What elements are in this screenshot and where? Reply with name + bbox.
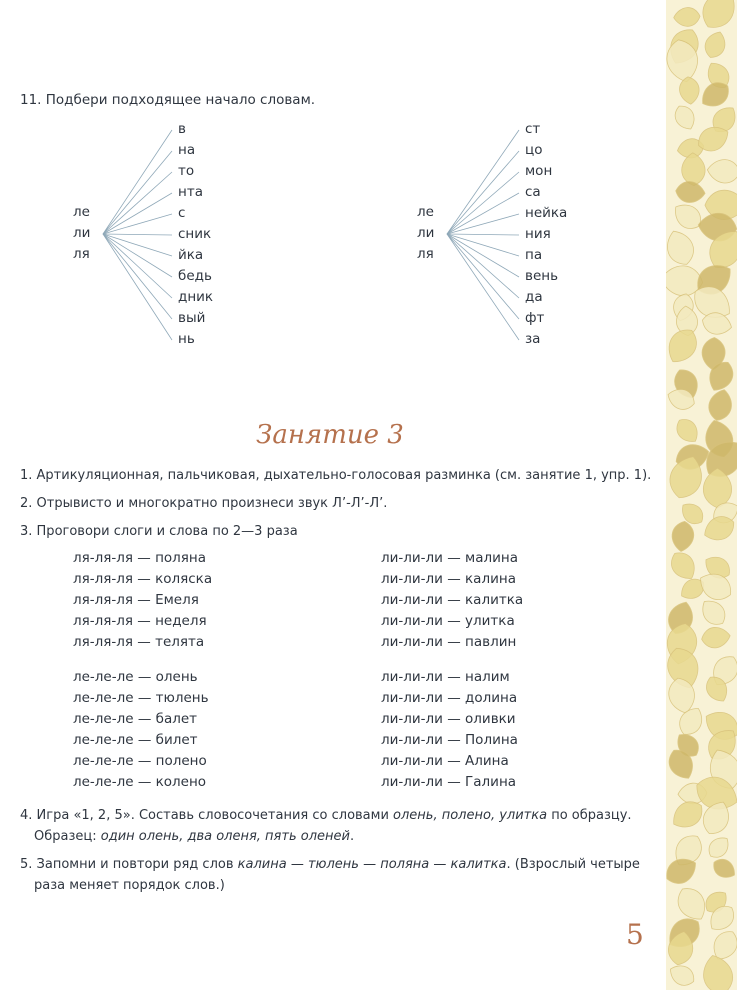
connector-line — [103, 151, 172, 234]
connector-line — [447, 214, 519, 234]
pair-line: ли-ли-ли — долина — [381, 690, 518, 706]
word-ending: нта — [178, 184, 203, 200]
lesson-item-5 — [20, 857, 640, 873]
sample-text: один олень, два оленя, пять оленей — [100, 829, 350, 844]
pair-line: ля-ля-ля — Емеля — [73, 592, 199, 608]
left-endings — [178, 119, 213, 350]
pair-line: ли-ли-ли — оливки — [381, 711, 516, 727]
connector-line — [103, 234, 172, 340]
pair-line: ли-ли-ли — малина — [381, 550, 518, 566]
word-ending: вый — [178, 310, 206, 326]
word-ending: да — [525, 289, 543, 305]
pair-line: ле-ле-ле — колено — [73, 774, 207, 790]
pair-line: ли-ли-ли — Галина — [381, 774, 517, 790]
connector-line — [103, 130, 172, 234]
connector-line — [103, 234, 172, 319]
word-ending: йка — [178, 247, 204, 263]
word-ending: сник — [178, 226, 212, 242]
pair-line: ле-ле-ле — билет — [73, 732, 198, 748]
connector-line — [103, 234, 172, 235]
pair-line: ле-ле-ле — тюлень — [73, 690, 209, 706]
right-starts — [417, 202, 434, 265]
pair-line: ле-ле-ле — олень — [73, 669, 198, 685]
pairs-list-li-b — [381, 667, 518, 793]
start-syllable: ле — [417, 204, 434, 220]
pairs-list-lya — [73, 548, 212, 653]
lesson-item-4-sample — [34, 829, 354, 845]
lesson-item-5-line2: раза меняет порядок слов.) — [34, 878, 225, 893]
connector-line — [447, 130, 519, 234]
item-5-tail: . (Взрослый четыре — [506, 857, 640, 872]
word-ending: бедь — [178, 268, 212, 284]
connector-line — [447, 234, 519, 319]
lesson-item-3: 3. Проговори слоги и слова по 2—3 раза — [20, 524, 298, 539]
pair-line: ля-ля-ля — поляна — [73, 550, 207, 566]
start-syllable: ля — [417, 246, 434, 262]
word-ending: ст — [525, 121, 541, 137]
item-4-lead: 4. Игра «1, 2, 5». Составь словосочетания со словами — [20, 808, 394, 823]
lesson-item-1: 1. Артикуляционная, пальчиковая, дыхательно-голосовая разминка (см. занятие 1, упр. 1). — [20, 468, 652, 483]
connector-line — [447, 193, 519, 234]
start-syllable: ли — [417, 225, 435, 241]
pairs-list-li-a — [381, 548, 523, 653]
word-ending: са — [525, 184, 541, 200]
pair-line: ли-ли-ли — калина — [381, 571, 516, 587]
word-ending: вень — [525, 268, 559, 284]
pairs-list-le — [73, 667, 209, 793]
pair-line: ля-ля-ля — неделя — [73, 613, 207, 629]
word-ending: в — [178, 121, 186, 137]
word-ending: то — [178, 163, 195, 179]
pair-line: ля-ля-ля — телята — [73, 634, 205, 650]
word-ending: фт — [525, 310, 545, 326]
sample-end: . — [349, 829, 355, 844]
pair-line: ли-ли-ли — калитка — [381, 592, 524, 608]
lesson-item-4 — [20, 808, 632, 824]
word-ending: с — [178, 205, 186, 221]
word-ending: на — [178, 142, 196, 158]
word-ending: нь — [178, 331, 195, 347]
word-ending: нейка — [525, 205, 568, 221]
lesson-item-2: 2. Отрывисто и многократно произнеси звук Л’-Л’-Л’. — [20, 496, 388, 511]
connector-line — [103, 234, 172, 298]
connector-line — [447, 151, 519, 234]
pair-line: ли-ли-ли — Полина — [381, 732, 518, 748]
word-ending: дник — [178, 289, 214, 305]
sample-label: Образец: — [34, 829, 101, 844]
connector-line — [103, 214, 172, 234]
start-syllable: ле — [73, 204, 90, 220]
pair-line: ли-ли-ли — улитка — [381, 613, 515, 629]
word-ending: па — [525, 247, 543, 263]
start-syllable: ли — [73, 225, 91, 241]
left-starts — [73, 202, 90, 265]
pair-line: ле-ле-ле — балет — [73, 711, 198, 727]
pair-line: ли-ли-ли — Алина — [381, 753, 509, 769]
pair-line: ле-ле-ле — полено — [73, 753, 207, 769]
pair-line: ли-ли-ли — павлин — [381, 634, 517, 650]
item-4-words: олень, полено, улитка — [393, 808, 548, 823]
exercise-11-heading: 11. Подбери подходящее начало словам. — [20, 92, 316, 108]
item-4-tail: по образцу. — [547, 808, 632, 823]
connector-line — [103, 234, 172, 256]
lesson-title: Занятие 3 — [256, 420, 404, 450]
connector-line — [447, 234, 519, 340]
word-ending: цо — [525, 142, 543, 158]
page-number: 5 — [626, 918, 644, 951]
word-ending: ния — [525, 226, 551, 242]
word-ending: мон — [525, 163, 553, 179]
right-endings — [525, 119, 567, 350]
start-syllable: ля — [73, 246, 90, 262]
connector-line — [447, 234, 519, 256]
item-5-words: калина — тюлень — поляна — калитка — [237, 857, 507, 872]
connector-line — [447, 234, 519, 277]
connector-line — [447, 234, 519, 298]
connector-line — [447, 234, 519, 235]
pair-line: ля-ля-ля — коляска — [73, 571, 213, 587]
word-ending: за — [525, 331, 541, 347]
pair-line: ли-ли-ли — налим — [381, 669, 510, 685]
connector-line — [103, 193, 172, 234]
item-5-lead: 5. Запомни и повтори ряд слов — [20, 857, 238, 872]
connector-line — [103, 234, 172, 277]
